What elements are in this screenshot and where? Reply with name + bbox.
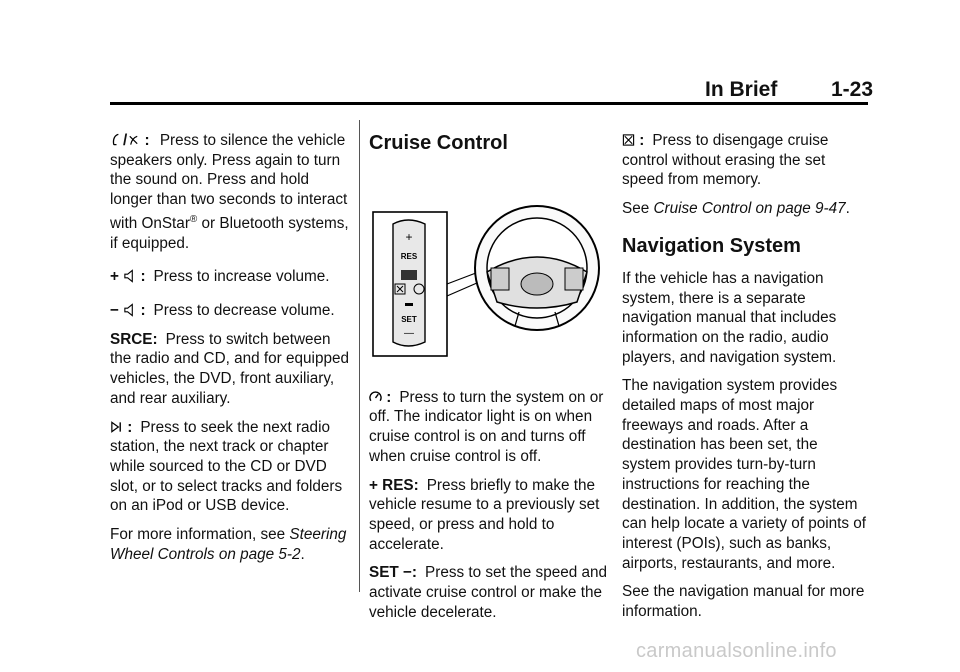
plus-label: + xyxy=(405,230,413,244)
header-rule xyxy=(110,102,868,105)
set-entry: SET −: Press to set the speed and activate cruise control or make the vehicle decelerate. xyxy=(369,564,608,621)
end-call-mute-icon xyxy=(127,133,140,147)
nav-paragraph-2: The navigation system provides detailed maps of most major freeways and roads. After a destination has been set, the system provides turn-by-turn instructions for reaching the destination. In addition, the system can help locate a variety of points of interest (POIs), such as banks, airports, restaurants, and more. xyxy=(622,377,867,572)
cruise-onoff-entry: : Press to turn the system on or off. The indicator light is on when cruise control is on and turns off when cruise control is off. xyxy=(369,388,604,465)
cancel-entry: : Press to disengage cruise control without erasing the set speed from memory. xyxy=(622,132,829,189)
cruise-control-heading: Cruise Control xyxy=(369,132,508,154)
steering-wheel-controls-link[interactable]: Steering Wheel Controls on page 5-2 xyxy=(110,526,347,563)
seek-icon xyxy=(110,420,123,434)
nav-paragraph-1: If the vehicle has a navigation system, there is a separate navigation manual that includes information on the radio, audio players, and navigation system. xyxy=(622,269,837,366)
minus-label: — xyxy=(404,328,414,339)
navigation-heading: Navigation System xyxy=(622,234,801,257)
column-2 xyxy=(369,131,609,631)
volume-down-entry: − : Press to decrease volume. xyxy=(110,302,335,320)
more-info: For more information, see Steering Wheel Controls on page 5-2. xyxy=(110,526,347,563)
res-label: RES xyxy=(400,252,418,261)
cruise-button-block xyxy=(401,270,417,280)
watermark: carmanualsonline.info xyxy=(636,640,837,662)
column-1 xyxy=(110,131,350,573)
res-entry: + RES: Press briefly to make the vehicle resume to a previously set speed, or press and hold to accelerate. xyxy=(369,476,600,553)
see-cruise: See Cruise Control on page 9-47. xyxy=(622,200,850,218)
push-to-talk-icon xyxy=(110,133,123,147)
page-number: 1-23 xyxy=(830,78,873,101)
column-3 xyxy=(622,131,868,631)
page-header xyxy=(705,78,873,102)
seek-entry: : Press to seek the next radio station, the next track or chapter while sourced to the CD or DVD slot, or to select tracks and folders on an iPod or USB device. xyxy=(110,418,343,515)
volume-up-entry: + : Press to increase volume. xyxy=(110,268,330,286)
steering-wheel-cruise-illustration xyxy=(369,176,609,364)
cancel-icon xyxy=(622,133,635,147)
nav-paragraph-3: See the navigation manual for more information. xyxy=(622,583,865,621)
section-title: In Brief xyxy=(705,78,778,101)
set-label: SET xyxy=(401,315,417,324)
srce-entry: SRCE: Press to switch between the radio and CD, and for equipped vehicles, the DVD, front auxiliary, and rear auxiliary. xyxy=(110,330,349,407)
speaker-icon xyxy=(123,269,136,283)
speaker-icon xyxy=(123,303,136,317)
cruise-control-icon xyxy=(369,390,382,404)
cruise-control-link[interactable]: Cruise Control on page 9-47 xyxy=(653,200,846,218)
mute-entry: / : Press to silence the vehicle speakers only. Press again to turn the sound on. Press and hold longer than two seconds to interact with OnStar® or Bluetooth systems, if equipped. xyxy=(110,132,349,252)
column-divider xyxy=(359,120,360,592)
